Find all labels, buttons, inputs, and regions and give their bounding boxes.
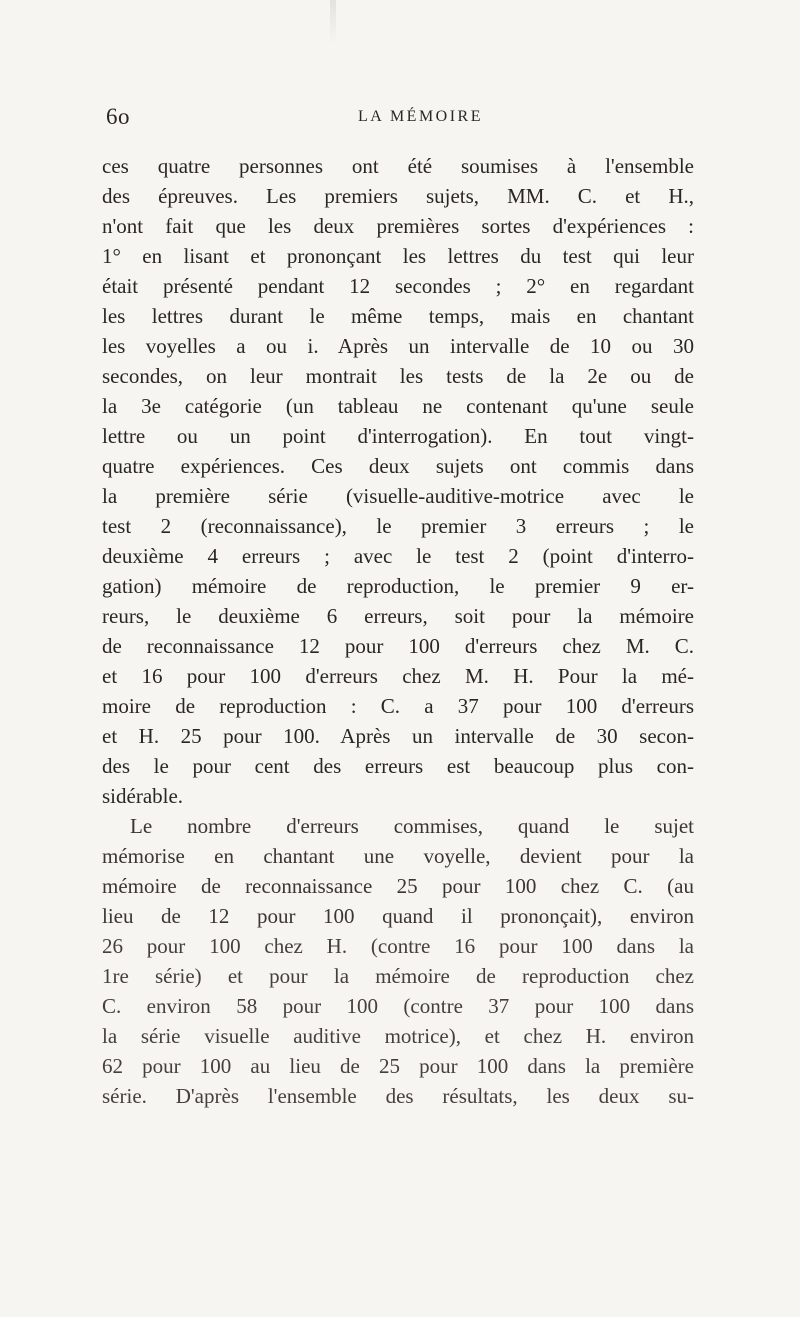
body-text xyxy=(102,151,694,1111)
text-line: mémoire de reconnaissance 25 pour 100 chez C. (au xyxy=(102,874,694,898)
paper-smudge xyxy=(330,0,336,44)
running-title: LA MÉMOIRE xyxy=(358,108,483,125)
text-line: des le pour cent des erreurs est beaucoup plus con- xyxy=(102,754,694,778)
text-line: C. environ 58 pour 100 (contre 37 pour 100 dans xyxy=(102,994,694,1018)
text-line: 1° en lisant et prononçant les lettres du test qui leur xyxy=(102,244,694,268)
text-line: la 3e catégorie (un tableau ne contenant qu'une seule xyxy=(102,394,694,418)
text-line: Le nombre d'erreurs commises, quand le sujet xyxy=(130,814,694,838)
text-line: reurs, le deuxième 6 erreurs, soit pour la mémoire xyxy=(102,604,694,628)
text-line: ces quatre personnes ont été soumises à l'ensemble xyxy=(102,154,694,178)
text-line: les lettres durant le même temps, mais en chantant xyxy=(102,304,694,328)
text-line: moire de reproduction : C. a 37 pour 100 d'erreurs xyxy=(102,694,694,718)
text-line: les voyelles a ou i. Après un intervalle de 10 ou 30 xyxy=(102,334,694,358)
text-line: des épreuves. Les premiers sujets, MM. C. et H., xyxy=(102,184,694,208)
text-line: test 2 (reconnaissance), le premier 3 erreurs ; le xyxy=(102,514,694,538)
running-head xyxy=(106,104,696,134)
text-line: 26 pour 100 chez H. (contre 16 pour 100 dans la xyxy=(102,934,694,958)
text-line: et H. 25 pour 100. Après un intervalle de 30 secon- xyxy=(102,724,694,748)
text-line: de reconnaissance 12 pour 100 d'erreurs chez M. C. xyxy=(102,634,694,658)
text-line: lettre ou un point d'interrogation). En tout vingt- xyxy=(102,424,694,448)
text-line: secondes, on leur montrait les tests de la 2e ou de xyxy=(102,364,694,388)
page-number: 6o xyxy=(106,104,130,129)
text-line: lieu de 12 pour 100 quand il prononçait), environ xyxy=(102,904,694,928)
text-line: la série visuelle auditive motrice), et chez H. environ xyxy=(102,1024,694,1048)
text-line: 62 pour 100 au lieu de 25 pour 100 dans la première xyxy=(102,1054,694,1078)
text-line: série. D'après l'ensemble des résultats, les deux su- xyxy=(102,1084,694,1108)
text-line: n'ont fait que les deux premières sortes d'expériences : xyxy=(102,214,694,238)
text-line: sidérable. xyxy=(102,784,184,808)
text-line: 1re série) et pour la mémoire de reproduction chez xyxy=(102,964,694,988)
text-line: était présenté pendant 12 secondes ; 2° en regardant xyxy=(102,274,694,298)
text-line: et 16 pour 100 d'erreurs chez M. H. Pour la mé- xyxy=(102,664,694,688)
text-line: gation) mémoire de reproduction, le premier 9 er- xyxy=(102,574,694,598)
text-line: quatre expériences. Ces deux sujets ont commis dans xyxy=(102,454,694,478)
text-line: deuxième 4 erreurs ; avec le test 2 (point d'interro- xyxy=(102,544,694,568)
text-line: mémorise en chantant une voyelle, devient pour la xyxy=(102,844,694,868)
text-line: la première série (visuelle-auditive-motrice avec le xyxy=(102,484,694,508)
